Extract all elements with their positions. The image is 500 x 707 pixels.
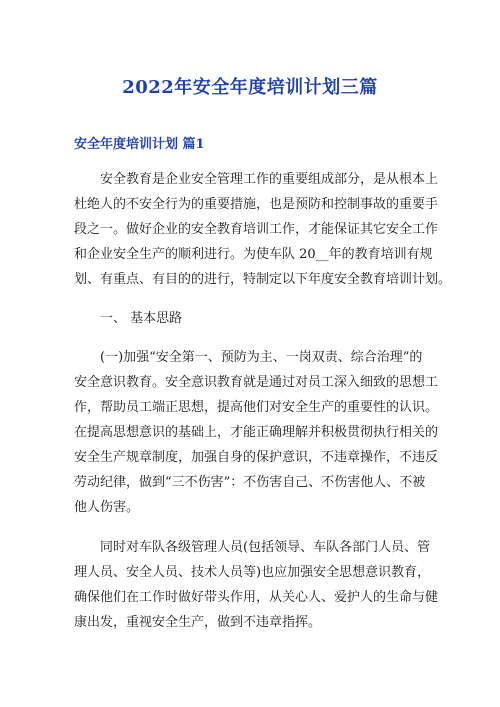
paragraph-line: 划、有重点、有目的的进行，特制定以下年度安全教育培训计划。 [74, 272, 452, 287]
paragraph-line: 确保他们在工作时做好带头作用，从关心人、爱护人的生命与健 [74, 590, 439, 605]
paragraph-line: 杜绝人的不安全行为的重要措施，也是预防和控制事故的重要手 [74, 197, 439, 212]
subsection-heading: 一、 基本思路 [100, 311, 183, 326]
document-title: 2022年安全年度培训计划三篇 [122, 77, 378, 98]
paragraph-line: 作，帮助员工端正思想，提高他们对安全生产的重要性的认识。 [74, 400, 439, 415]
paragraph-line: 段之一。做好企业的安全教育培训工作，才能保证其它安全工作 [74, 222, 439, 237]
paragraph-line: 安全意识教育。安全意识教育就是通过对员工深入细致的思想工 [74, 375, 439, 390]
paragraph-line: 在提高思想意识的基础上，才能正确理解并积极贯彻执行相关的 [74, 425, 439, 440]
paragraph-line: 安全生产规章制度，加强自身的保护意识，不违章操作，不违反 [74, 450, 439, 465]
paragraph-line: 理人员、安全人员、技术人员等)也应加强安全思想意识教育， [74, 565, 431, 580]
paragraph-line: 安全教育是企业安全管理工作的重要组成部分，是从根本上 [100, 172, 439, 187]
paragraph-line: 康出发，重视安全生产，做到不违章指挥。 [74, 615, 322, 630]
paragraph-line: 劳动纪律，做到“三不伤害”：不伤害自己、不伤害他人、不被 [74, 475, 426, 490]
section-heading: 安全年度培训计划 篇1 [74, 137, 205, 152]
paragraph-line: (一)加强“安全第一、预防为主、一岗双责、综合治理”的 [100, 350, 423, 365]
paragraph-line: 同时对车队各级管理人员(包括领导、车队各部门人员、管 [100, 540, 431, 555]
paragraph-line: 和企业安全生产的顺利进行。为使车队 20__年的教育培训有规 [74, 247, 433, 262]
paragraph-line: 他人伤害。 [74, 500, 140, 515]
